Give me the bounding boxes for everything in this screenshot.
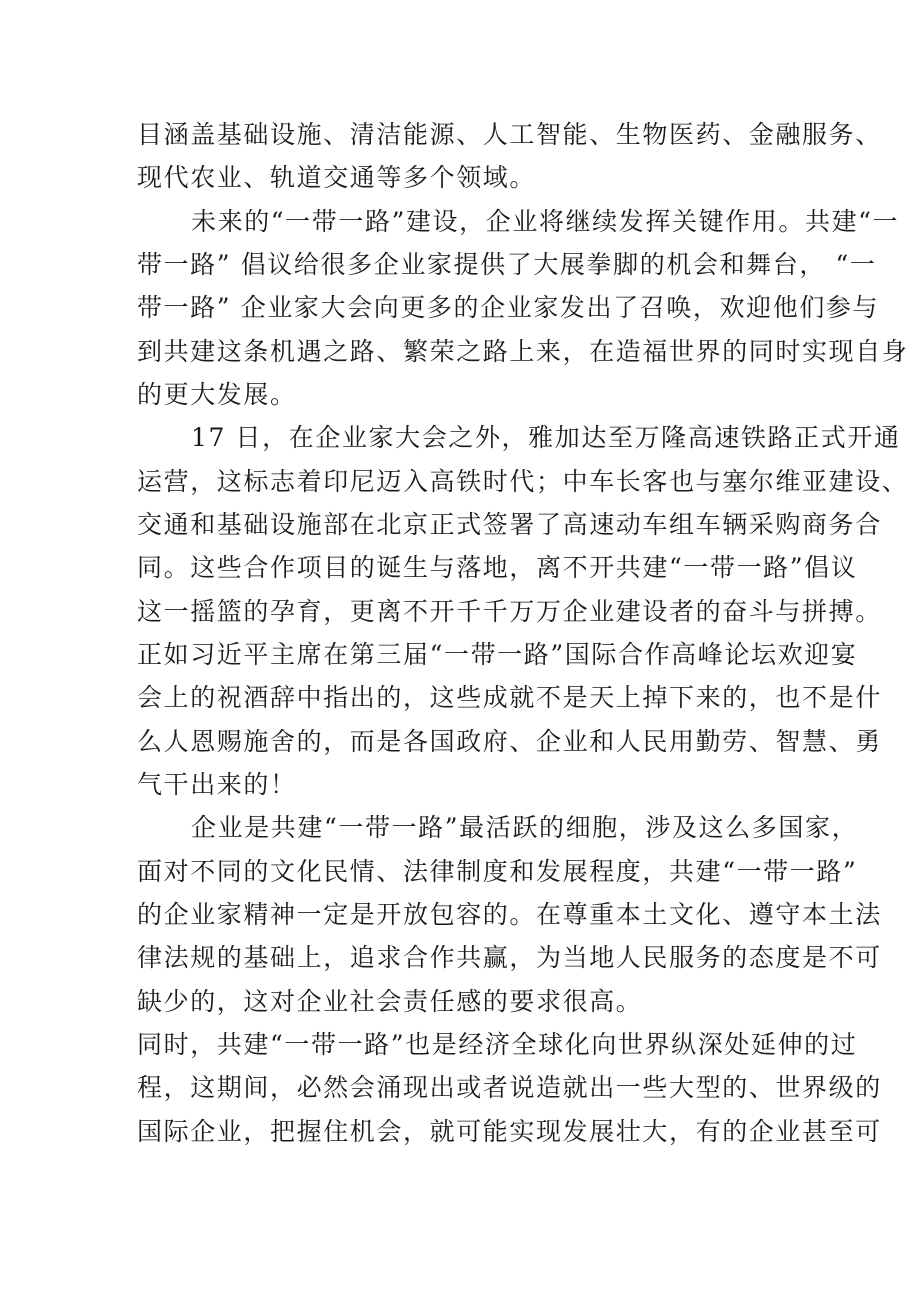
text-line: 带一路” 企业家大会向更多的企业家发出了召唤，欢迎他们参与 bbox=[137, 293, 880, 322]
paragraph-start-line: 同时，共建“一带一路”也是经济全球化向世界纵深处延伸的过 bbox=[137, 1030, 858, 1059]
text-line: 气干出来的！ bbox=[137, 770, 297, 799]
text-line: 会上的祝酒辞中指出的，这些成就不是天上掉下来的，也不是什 bbox=[137, 683, 882, 712]
text-line: 运营，这标志着印尼迈入高铁时代；中车长客也与塞尔维亚建设、 bbox=[137, 467, 909, 496]
text-line: 国际企业，把握住机会，就可能实现发展壮大，有的企业甚至可 bbox=[137, 1117, 882, 1146]
text-line: 面对不同的文化民情、法律制度和发展程度，共建“一带一路” bbox=[137, 857, 858, 886]
text-line: 交通和基础设施部在北京正式签署了高速动车组车辆采购商务合 bbox=[137, 510, 882, 539]
text-line: 律法规的基础上，追求合作共赢，为当地人民服务的态度是不可 bbox=[137, 943, 882, 972]
text-line: 到共建这条机遇之路、繁荣之路上来，在造福世界的同时实现自身 bbox=[137, 337, 909, 366]
text-line: 目涵盖基础设施、清洁能源、人工智能、生物医药、金融服务、 bbox=[137, 120, 882, 149]
text-line: 带一路” 倡议给很多企业家提供了大展拳脚的机会和舞台， “一 bbox=[137, 250, 877, 279]
text-line: 缺少的，这对企业社会责任感的要求很高。 bbox=[137, 987, 643, 1016]
text-line: 程，这期间，必然会涌现出或者说造就出一些大型的、世界级的 bbox=[137, 1073, 882, 1102]
text-line: 同。这些合作项目的诞生与落地，离不开共建“一带一路”倡议 bbox=[137, 553, 858, 582]
paragraph-start-line: 未来的“一带一路”建设，企业将继续发挥关键作用。共建“一 bbox=[191, 207, 900, 236]
text-line: 正如习近平主席在第三届“一带一路”国际合作高峰论坛欢迎宴 bbox=[137, 640, 858, 669]
text-line: 的更大发展。 bbox=[137, 380, 297, 409]
text-line: 现代农业、轨道交通等多个领域。 bbox=[137, 163, 537, 192]
paragraph-start-line: 17 日，在企业家大会之外，雅加达至万隆高速铁路正式开通 bbox=[191, 423, 901, 452]
text-line: 么人恩赐施舍的，而是各国政府、企业和人民用勤劳、智慧、勇 bbox=[137, 727, 882, 756]
text-line: 的企业家精神一定是开放包容的。在尊重本土文化、遵守本土法 bbox=[137, 900, 882, 929]
paragraph-start-line: 企业是共建“一带一路”最活跃的细胞，涉及这么多国家， bbox=[191, 813, 859, 842]
text-line: 这一摇篮的孕育，更离不开千千万万企业建设者的奋斗与拼搏。 bbox=[137, 597, 882, 626]
